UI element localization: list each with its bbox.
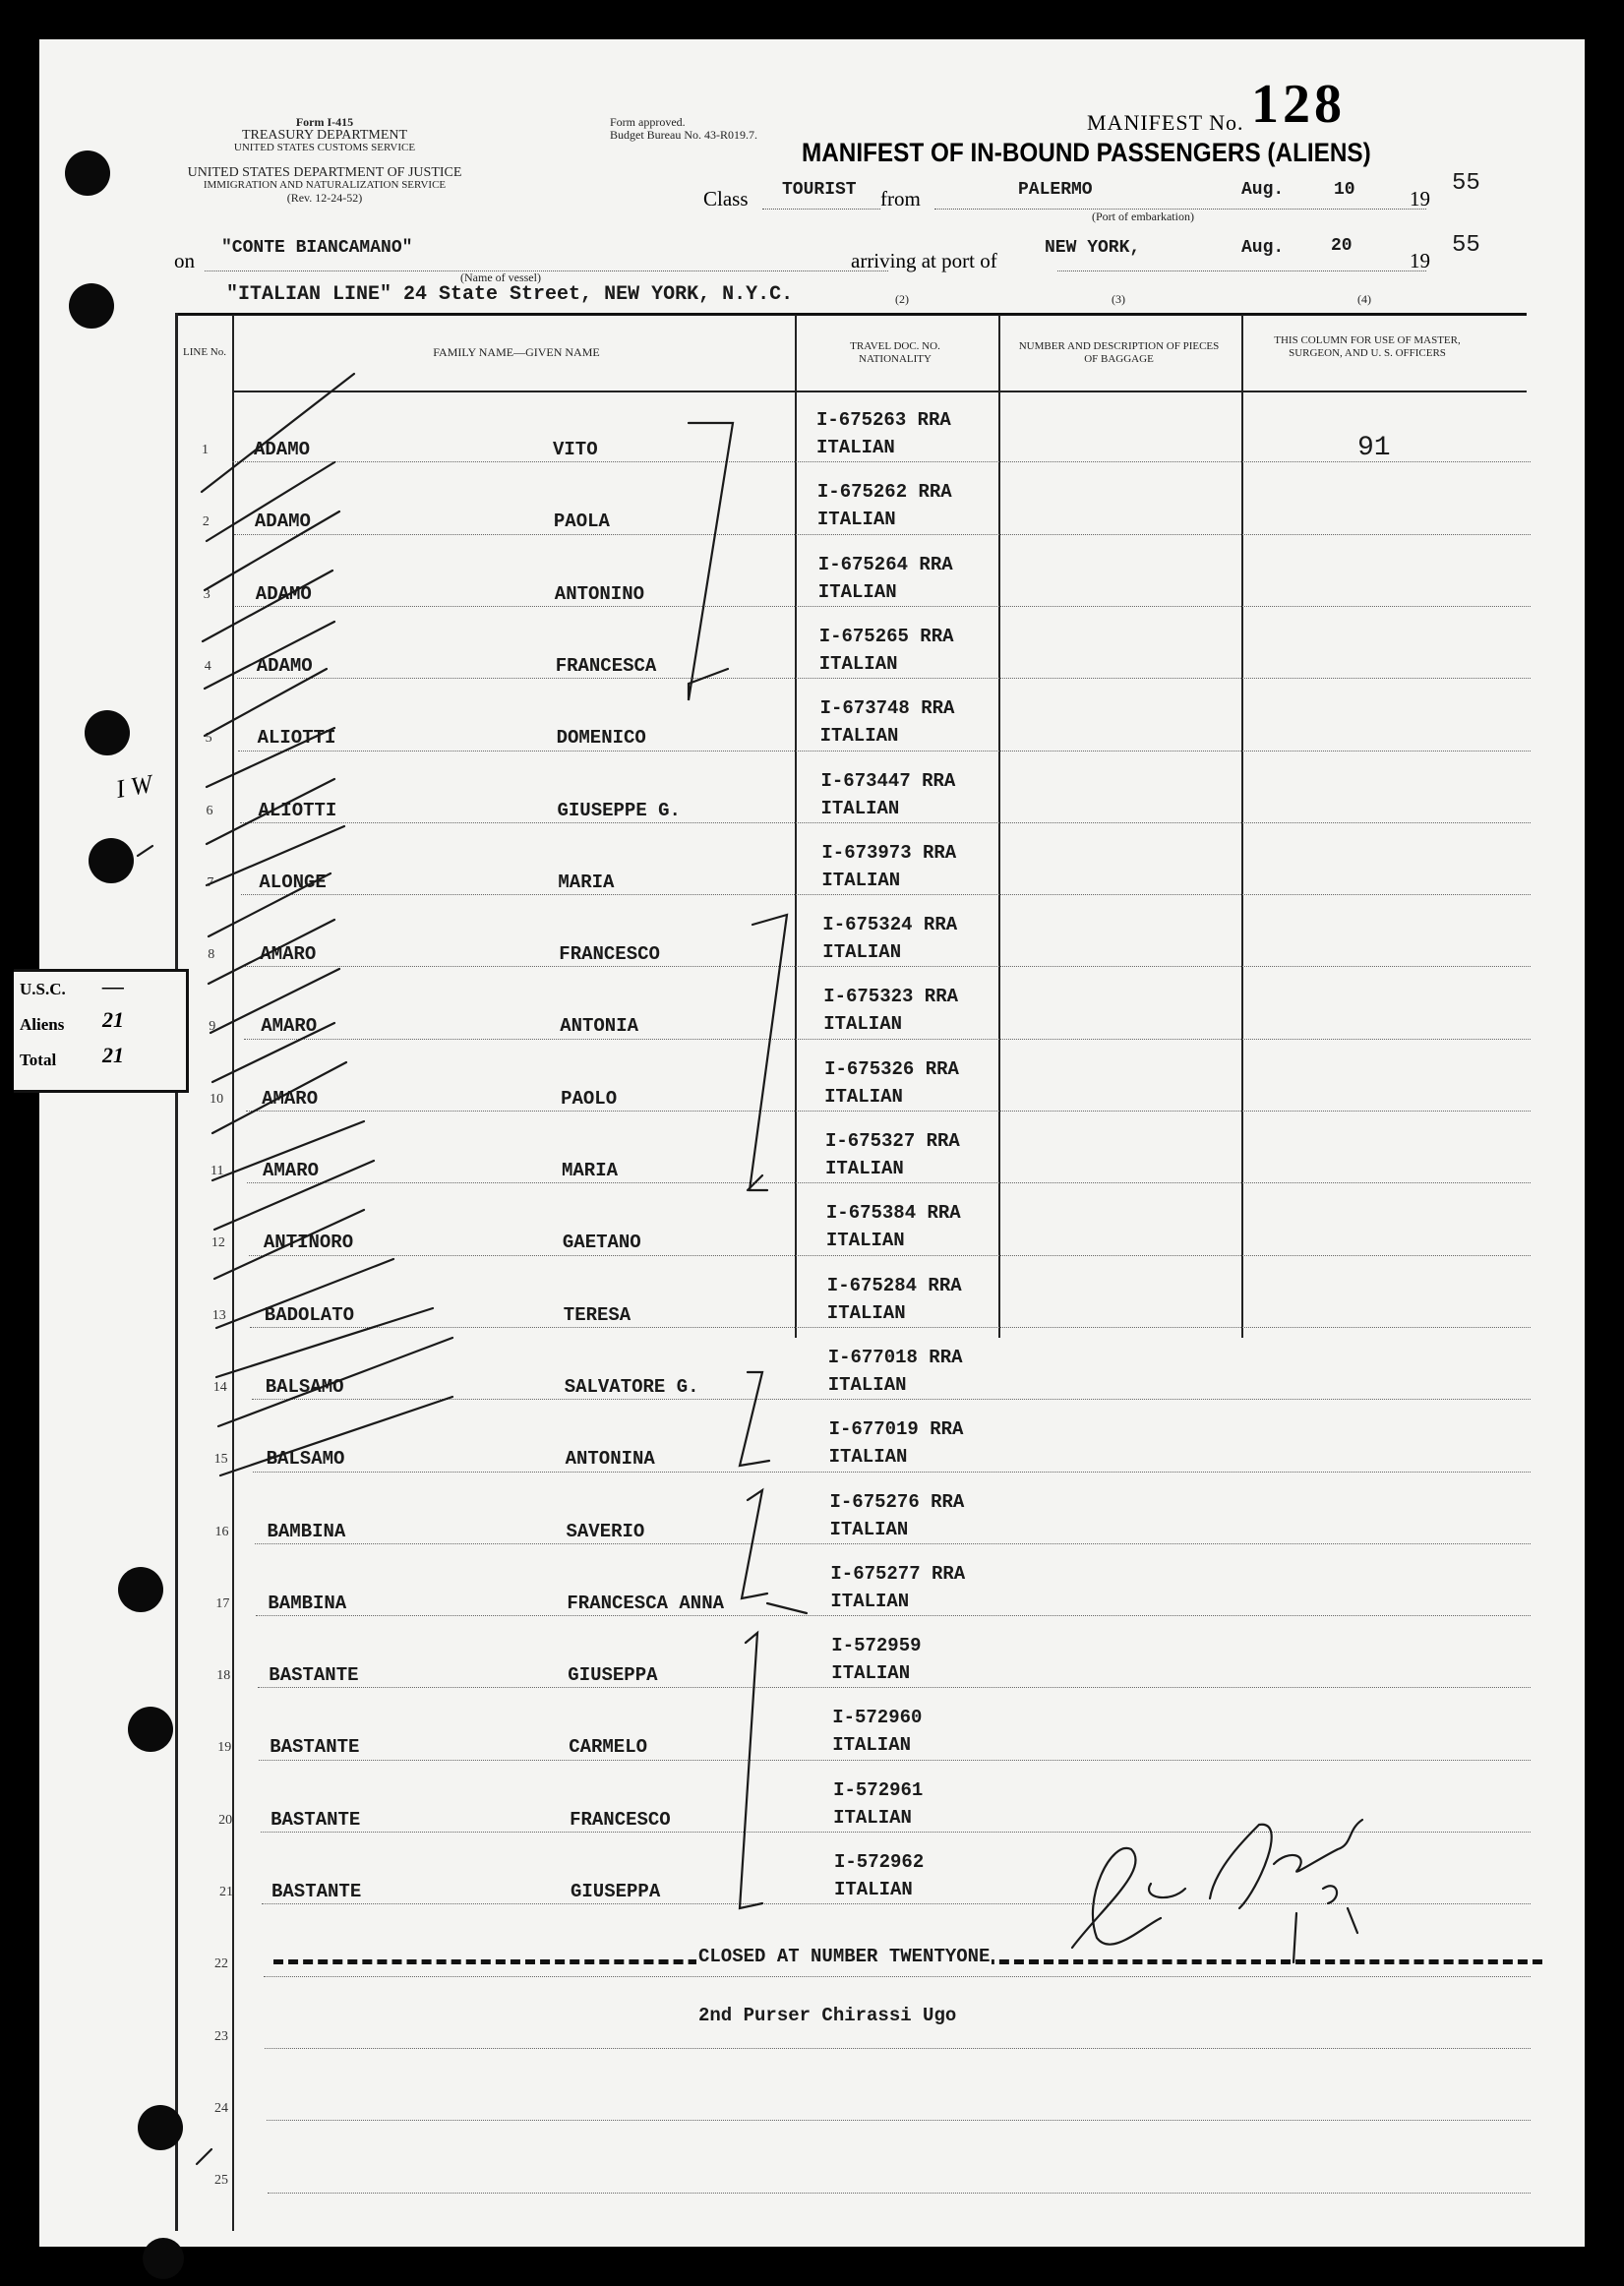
given-name: ANTONINO [554,582,645,605]
nationality: ITALIAN [816,509,896,531]
tally-usc-value: — [102,974,124,998]
travel-doc-number: I-673447 RRA [820,769,956,792]
line-number: 16 [214,1524,229,1539]
line-number: 21 [219,1885,233,1899]
line-number: 8 [208,947,215,963]
given-name: SALVATORE G. [564,1375,699,1398]
line-number: 13 [211,1307,226,1323]
family-name: BASTANTE [270,1736,360,1759]
travel-doc-number: I-675265 RRA [818,625,954,647]
family-name: BALSAMO [265,1375,344,1398]
travel-doc-number: I-673748 RRA [819,697,955,720]
punch-hole [85,710,130,755]
given-name: CARMELO [569,1736,648,1759]
family-name: BAMBINA [268,1592,347,1614]
family-name: BASTANTE [271,1808,361,1831]
nationality: ITALIAN [832,1734,912,1757]
given-name: VITO [553,439,598,460]
closed-at-number-text: CLOSED AT NUMBER TWENTYONE [698,1946,991,1967]
nationality: ITALIAN [823,1013,903,1036]
travel-doc-number: I-572960 [832,1707,923,1729]
line-number: 24 [214,2100,228,2116]
margin-note: I W [113,769,154,804]
travel-doc-number: I-572961 [833,1778,924,1801]
given-name: DOMENICO [556,727,646,750]
line-number: 22 [214,1956,228,1972]
family-name: ADAMO [254,511,311,533]
family-name: ALIOTTI [257,727,336,750]
punch-hole [118,1567,163,1612]
punch-hole [143,2238,184,2279]
line-number: 2 [202,514,210,530]
line-number: 15 [213,1452,228,1468]
travel-doc-number: I-675277 RRA [830,1562,966,1585]
punch-hole [69,283,114,329]
given-name: GIUSEPPA [571,1881,661,1902]
punch-hole [128,1707,173,1752]
given-name: GAETANO [562,1232,641,1254]
form-number: Form I-415 [295,115,354,129]
customs-label: UNITED STATES CUSTOMS SERVICE [233,142,416,153]
arrival-day: 20 [1331,236,1353,256]
family-name: ALIOTTI [258,799,337,821]
punch-hole [89,838,134,883]
travel-doc-number: I-677019 RRA [828,1418,964,1441]
approval-line: Form approved. [610,115,686,129]
family-name: ADAMO [255,582,312,605]
travel-doc-number: I-675327 RRA [825,1130,960,1152]
nationality: ITALIAN [825,1230,905,1252]
line-number: 25 [214,2173,228,2189]
line-number: 11 [211,1164,224,1178]
family-name: ADAMO [256,654,313,677]
tally-aliens-label: Aliens [20,1015,65,1034]
travel-doc-number: I-677018 RRA [827,1346,963,1368]
tally-usc-label: U.S.C. [20,980,66,998]
travel-doc-number: I-675263 RRA [816,409,951,431]
nationality: ITALIAN [818,652,898,675]
given-name: GIUSEPPA [568,1664,658,1687]
port-embarkation-caption: (Port of embarkation) [1092,210,1194,223]
purser-name: 2nd Purser Chirassi Ugo [698,2005,957,2026]
family-name: ALONGE [259,871,327,893]
col-header-line-no: LINE No. [183,346,226,358]
nationality: ITALIAN [827,1373,907,1396]
family-name: AMARO [262,1087,319,1110]
col-header-baggage: NUMBER AND DESCRIPTION OF PIECES OF BAGGAGE [1018,340,1220,365]
family-name: BASTANTE [269,1664,359,1687]
family-name: ANTINORO [263,1232,354,1254]
nationality: ITALIAN [819,725,899,748]
nationality: ITALIAN [829,1518,909,1540]
departure-day: 10 [1334,180,1355,200]
column-number-3: (3) [1112,292,1125,306]
line-number: 17 [215,1595,230,1611]
nationality: ITALIAN [817,580,897,603]
arrival-month: Aug. [1241,238,1285,258]
family-name: BALSAMO [266,1448,345,1471]
line-number: 20 [218,1812,233,1828]
given-name: SAVERIO [566,1520,645,1542]
col-header-travel-doc: TRAVEL DOC. NO. NATIONALITY [850,340,940,365]
officer-note: 91 [1357,433,1391,463]
nationality: ITALIAN [828,1446,908,1469]
family-name: ADAMO [254,439,311,460]
given-name: MARIA [562,1160,619,1181]
tally-aliens-value: 21 [102,1007,124,1032]
shipping-agent-line: "ITALIAN LINE" 24 State Street, NEW YORK, N.Y.C. [226,283,794,306]
column-number-2: (2) [895,292,909,306]
arrival-year: 55 [1452,232,1480,259]
travel-doc-number: I-675324 RRA [822,914,958,936]
travel-doc-number: I-572959 [831,1635,922,1657]
given-name: MARIA [558,871,615,893]
family-name: BAMBINA [267,1520,346,1542]
line-number: 23 [214,2028,228,2044]
nationality: ITALIAN [833,1806,912,1829]
travel-doc-number: I-675384 RRA [825,1202,961,1225]
line-number: 7 [207,874,214,890]
family-name: AMARO [261,1015,318,1038]
nationality: ITALIAN [821,869,901,891]
nationality: ITALIAN [831,1662,911,1685]
manifest-sheet [39,39,1585,2247]
departure-month: Aug. [1241,180,1285,200]
line-number: 18 [216,1668,231,1684]
nationality: ITALIAN [820,797,900,819]
given-name: ANTONINA [565,1448,655,1471]
given-name: FRANCESCA ANNA [567,1592,725,1614]
travel-doc-number: I-673973 RRA [821,841,957,864]
from-label: from [880,187,921,211]
arrival-year-prefix: 19 [1410,249,1430,272]
justice-label: UNITED STATES DEPARTMENT OF JUSTICE [187,165,462,180]
line-number: 10 [210,1091,224,1107]
line-number: 14 [212,1379,227,1395]
line-number: 1 [202,443,209,457]
vessel-caption: (Name of vessel) [460,271,541,284]
tally-total-value: 21 [102,1043,124,1067]
arrival-port: NEW YORK, [1045,238,1141,258]
nationality: ITALIAN [826,1301,906,1324]
given-name: PAOLO [561,1087,618,1110]
family-name: BADOLATO [264,1303,355,1326]
given-name: ANTONIA [560,1015,639,1038]
class-value: TOURIST [782,180,857,200]
travel-doc-number: I-675323 RRA [823,986,959,1008]
line-number: 12 [211,1235,225,1251]
line-number: 3 [203,586,211,602]
nationality: ITALIAN [824,1085,903,1108]
family-name: BASTANTE [271,1881,362,1902]
nationality: ITALIAN [816,437,895,458]
column-number-4: (4) [1357,292,1371,306]
nationality: ITALIAN [830,1590,910,1612]
travel-doc-number: I-572962 [834,1851,925,1873]
given-name: GIUSEPPE G. [557,799,681,821]
handwritten-marks [39,39,1585,2247]
line-number: 9 [209,1019,216,1035]
given-name: TERESA [563,1303,632,1326]
manifest-label: MANIFEST No. [1087,110,1244,135]
tally-total-label: Total [20,1051,57,1069]
departure-year-prefix: 19 [1410,187,1430,211]
vessel-name: "CONTE BIANCAMANO" [221,238,413,258]
line-number: 19 [217,1740,232,1756]
travel-doc-number: I-675326 RRA [824,1057,959,1080]
given-name: FRANCESCA [555,654,657,677]
tally-stamp [14,969,189,1093]
given-name: PAOLA [553,511,610,533]
punch-hole [138,2105,183,2150]
punch-hole [65,150,110,196]
given-name: FRANCESCO [559,943,660,966]
col-header-officers: THIS COLUMN FOR USE OF MASTER, SURGEON, AND U. S. OFFICERS [1274,334,1461,359]
given-name: FRANCESCO [570,1808,671,1831]
manifest-number: 128 [1251,74,1346,135]
treasury-label: TREASURY DEPARTMENT [241,128,408,143]
revision-label: (Rev. 12-24-52) [286,191,363,205]
departure-year: 55 [1452,170,1480,197]
arriving-label: arriving at port of [851,249,997,272]
travel-doc-number: I-675264 RRA [817,553,953,575]
manifest-title: MANIFEST OF IN-BOUND PASSENGERS (ALIENS) [802,138,1371,167]
travel-doc-number: I-675262 RRA [816,481,952,504]
nationality: ITALIAN [825,1158,904,1179]
line-number: 4 [204,658,211,674]
family-name: AMARO [260,943,317,966]
family-name: AMARO [263,1160,320,1181]
col-header-name: FAMILY NAME—GIVEN NAME [433,345,600,359]
port-of-embarkation: PALERMO [1018,180,1093,200]
on-label: on [174,249,195,272]
line-number: 6 [206,803,213,818]
budget-line: Budget Bureau No. 43-R019.7. [610,128,757,142]
travel-doc-number: I-675276 RRA [829,1490,965,1513]
line-number: 5 [205,731,212,747]
ins-label: IMMIGRATION AND NATURALIZATION SERVICE [203,179,447,191]
class-label: Class [703,187,749,211]
nationality: ITALIAN [834,1879,913,1900]
nationality: ITALIAN [822,941,902,964]
travel-doc-number: I-675284 RRA [826,1274,962,1296]
